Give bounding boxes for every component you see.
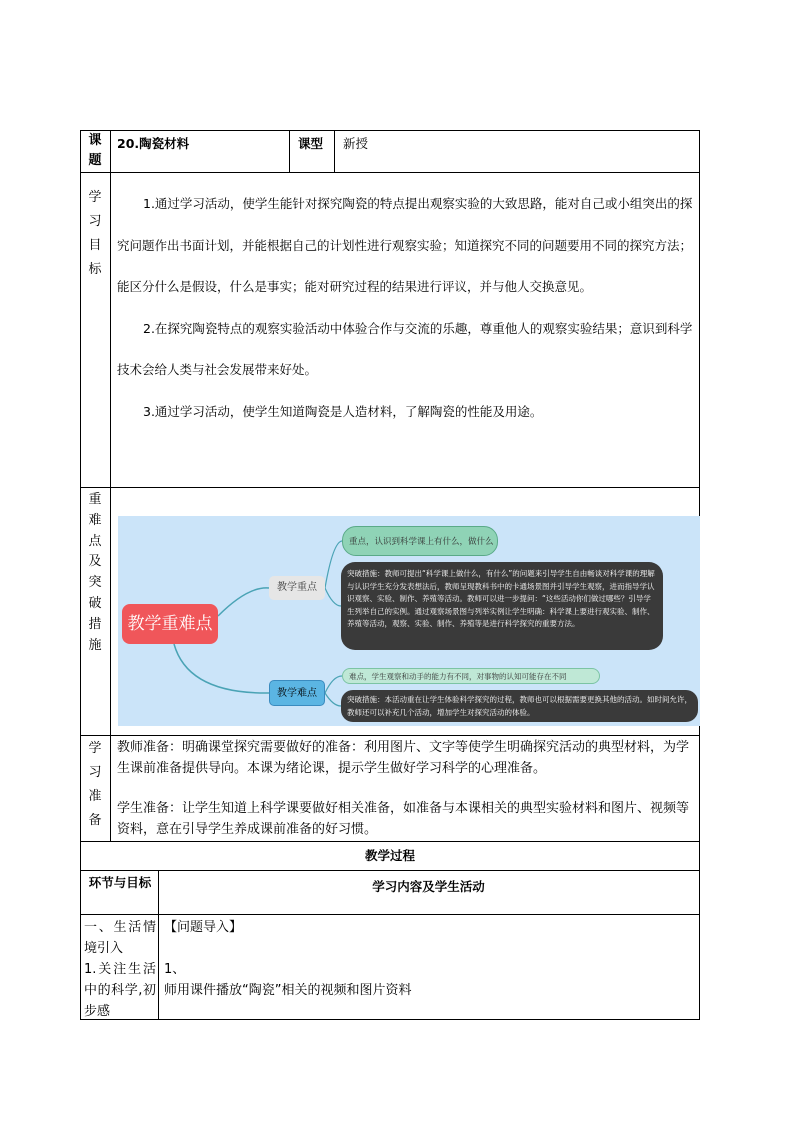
mindmap-hard-branch: 教学难点 — [269, 680, 325, 706]
table-rule — [80, 735, 700, 736]
process-col1-header: 环节与目标 — [88, 875, 152, 890]
mindmap-hard-point: 难点，学生观察和动手的能力有不同，对事物的认知可能存在不同 — [342, 668, 600, 684]
lesson-type-value: 新授 — [343, 136, 369, 151]
content-heading: 【问题导入】 — [164, 920, 243, 935]
table-rule — [289, 130, 290, 172]
stage-cell — [84, 917, 156, 1022]
student-preparation: 学生准备：让学生知道上科学课要做好相关准备，如准备与本课相关的典型实验材料和图片、视频等资料，意在引导学生养成课前准备的好习惯。 — [117, 801, 690, 837]
mindmap-key-measure: 突破措施：教师可提出“科学课上做什么，有什么”的问题来引导学生自由畅谈对科学课的理解与认识学生充分发表想法后，教师呈现教科书中的卡通场景图并引导学生观察，进而指导学认识观察、实验、制作、养殖等活动。教师可以进一步提问：“这些活动你们做过哪些？引导学生列举自己的实例。通过观察场景图与列举实例让学生明确：科学课上要进行观实验、制作、养殖等活动，观察、实验、制作、养殖等是进行科学探究的重要方法。 — [341, 562, 663, 650]
table-rule — [110, 130, 111, 841]
preparation-label: 学 习 准 备 — [88, 741, 102, 828]
table-border-bottom — [80, 1019, 700, 1020]
mindmap-key-point: 重点，认识到科学课上有什么，做什么 — [342, 526, 498, 556]
mindmap-key-branch: 教学重点 — [269, 576, 325, 600]
subject-label: 课 题 — [88, 133, 102, 168]
step-text: 师用课件播放“陶瓷”相关的视频和图片资料 — [164, 983, 412, 998]
step-number: 1、 — [164, 962, 186, 977]
table-rule — [80, 914, 700, 915]
table-border-top — [80, 130, 700, 131]
mindmap — [118, 516, 700, 726]
lesson-type-label: 课型 — [298, 136, 324, 151]
process-title: 教学过程 — [364, 848, 415, 863]
difficulty-label: 重 难 点 及 突 破 措 施 — [88, 492, 102, 653]
goals-content — [117, 183, 693, 432]
activity-cell — [164, 917, 694, 1001]
goal-paragraph: 1.通过学习活动，使学生能针对探究陶瓷的特点提出观察实验的大致思路，能对自己或小组突出的探究问题作出书面计划，并能根据自己的计划性进行观察实验；知道探究不同的问题要用不同的探究方法；能区分什么是假设，什么是事实；能对研究过程的结果进行评议，并与他人交换意见。 — [117, 196, 693, 294]
goals-label: 学 习 目 标 — [88, 190, 102, 277]
stage-goal: 1.关注生活中的科学,初步感 — [84, 962, 156, 1019]
table-rule — [80, 870, 700, 871]
table-rule — [80, 172, 700, 173]
mindmap-hard-measure: 突破措施：本活动重在让学生体验科学探究的过程，教师也可以根据需要更换其他的活动。如时间允许，教师还可以补充几个活动，增加学生对探究活动的体验。 — [341, 690, 698, 722]
mindmap-center-node: 教学重难点 — [122, 604, 218, 644]
stage-title: 一、生活情境引入 — [84, 920, 156, 956]
lesson-title: 20.陶瓷材料 — [117, 136, 190, 151]
goal-paragraph: 3.通过学习活动，使学生知道陶瓷是人造材料，了解陶瓷的性能及用途。 — [143, 403, 543, 419]
table-rule — [334, 130, 335, 172]
preparation-content — [117, 737, 695, 840]
goal-paragraph: 2.在探究陶瓷特点的观察实验活动中体验合作与交流的乐趣，尊重他人的观察实验结果；意识到科学技术会给人类与社会发展带来好处。 — [117, 320, 693, 377]
process-col2-header: 学习内容及学生活动 — [372, 879, 485, 894]
teacher-preparation: 教师准备：明确课堂探究需要做好的准备：利用图片、文字等使学生明确探究活动的典型材料，为学生课前准备提供导向。本课为绪论课，提示学生做好学习科学的心理准备。 — [117, 740, 690, 776]
table-rule — [80, 487, 700, 488]
table-rule — [80, 841, 700, 842]
